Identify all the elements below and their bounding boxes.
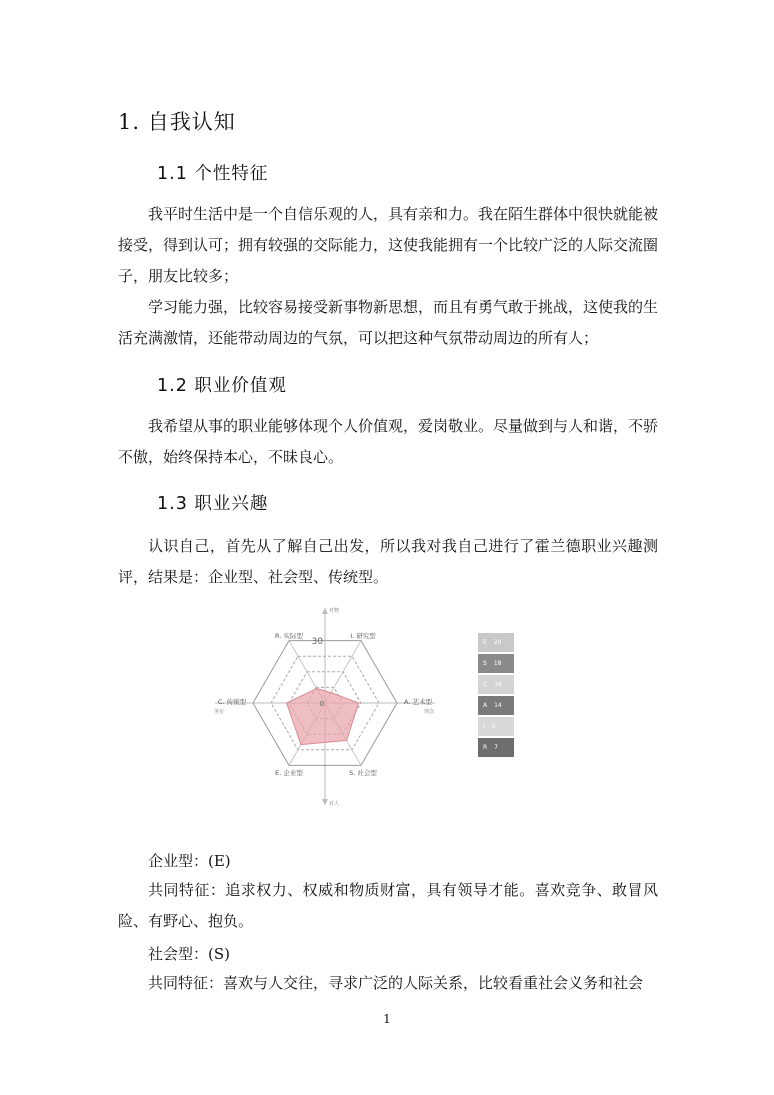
radar-axis-label: I. 研究型: [350, 632, 376, 640]
type-s-label: 社会型：(S): [148, 945, 230, 963]
legend-code: E: [483, 639, 487, 646]
subsection-title-interest: 1.3 职业兴趣: [157, 494, 269, 514]
paragraph-personality-1: 我平时生活中是一个自信乐观的人，具有亲和力。我在陌生群体中很快就能被接受，得到认可；拥有较强的交际能力，这使我能拥有一个比较广泛的人际交流圈子，朋友比较多；: [118, 205, 659, 285]
radar-axis-label: S. 社会型: [349, 769, 377, 777]
legend-cell-a: [478, 696, 514, 715]
legend-code: S: [483, 660, 487, 667]
radar-direction-label-right: 理念: [423, 709, 435, 715]
radar-data-area: [287, 689, 359, 745]
legend-value: 5: [491, 723, 496, 730]
axis-arrow-bottom: [322, 799, 328, 805]
paragraph-interest: 认识自己，首先从了解自己出发，所以我对我自己进行了霍兰德职业兴趣测评，结果是：企业型、社会型、传统型。: [118, 537, 658, 586]
radar-axis-label: E. 企业型: [275, 769, 303, 777]
radar-scale-zero: 0: [319, 700, 324, 708]
holland-radar-chart: [205, 600, 445, 820]
legend-cell-i: [478, 717, 514, 736]
subsection-title-values: 1.2 职业价值观: [157, 376, 287, 396]
radar-axis-label: R. 实际型: [275, 632, 303, 640]
legend-cell-c: [478, 675, 514, 694]
type-s-description: 共同特征：喜欢与人交往，寻求广泛的人际关系，比较看重社会义务和社会: [148, 974, 644, 992]
score-legend: [478, 633, 514, 759]
legend-value: 20: [493, 639, 502, 646]
paragraph-personality-2: 学习能力强，比较容易接受新事物新思想，而且有勇气敢于挑战，这使我的生活充满激情，还能带动周边的气氛，可以把这种气氛带动周边的所有人；: [118, 298, 659, 347]
legend-value: 7: [494, 744, 498, 751]
radar-axis-label: C. 传统型: [217, 698, 247, 706]
radar-direction-label-bottom: 对人: [329, 801, 340, 807]
radar-direction-label-left: 务实: [213, 709, 225, 715]
page-number: 1: [383, 1012, 391, 1026]
radar-scale-max: 30: [311, 637, 323, 647]
legend-cell-e: [478, 633, 514, 652]
section-heading: 1. 自我认知: [118, 110, 236, 134]
legend-code: A: [483, 702, 488, 709]
type-e-label: 企业型：(E): [148, 852, 231, 870]
legend-cell-r: [478, 738, 514, 757]
legend-code: C: [483, 681, 488, 688]
legend-value: 14: [494, 702, 502, 709]
radar-direction-label-top: 对物: [329, 608, 340, 614]
axis-arrow-top: [322, 608, 328, 614]
radar-axis-label: A. 艺术型: [404, 698, 432, 706]
subsection-title-personality: 1.1 个性特征: [157, 164, 269, 184]
paragraph-values: 我希望从事的职业能够体现个人价值观，爱岗敬业。尽量做到与人和谐，不骄不傲，始终保持本心，不昧良心。: [118, 417, 659, 466]
legend-code: I: [483, 723, 485, 730]
legend-value: 16: [494, 681, 502, 688]
legend-code: R: [483, 744, 488, 751]
legend-cell-s: [478, 654, 514, 673]
legend-value: 18: [493, 660, 502, 667]
type-e-description: 共同特征：追求权力、权威和物质财富，具有领导才能。喜欢竞争、敢冒风险、有野心、抱负。: [118, 881, 658, 930]
